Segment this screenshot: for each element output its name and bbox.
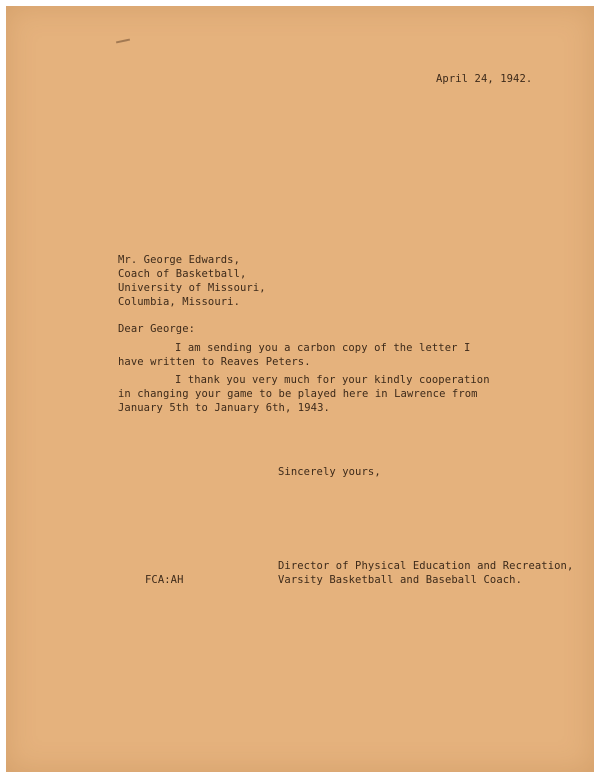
recipient-institution: University of Missouri, — [118, 282, 266, 294]
paragraph-2-line-3: January 5th to January 6th, 1943. — [118, 402, 330, 414]
closing: Sincerely yours, — [278, 466, 381, 478]
stray-mark — [116, 39, 130, 44]
signature-title-line-2: Varsity Basketball and Baseball Coach. — [278, 574, 523, 586]
letter-date: April 24, 1942. — [436, 73, 533, 85]
recipient-name: Mr. George Edwards, — [118, 254, 241, 266]
paragraph-1-line-1: I am sending you a carbon copy of the letter I — [175, 342, 471, 354]
typist-initials: FCA:AH — [145, 574, 184, 586]
recipient-city: Columbia, Missouri. — [118, 296, 241, 308]
salutation: Dear George: — [118, 323, 196, 335]
paragraph-1-line-2: have written to Reaves Peters. — [118, 356, 311, 368]
paragraph-2-line-2: in changing your game to be played here in Lawrence from — [118, 388, 478, 400]
recipient-title: Coach of Basketball, — [118, 268, 247, 280]
letter-page — [6, 6, 594, 772]
signature-title-line-1: Director of Physical Education and Recreation, — [278, 560, 574, 572]
paragraph-2-line-1: I thank you very much for your kindly cooperation — [175, 374, 490, 386]
